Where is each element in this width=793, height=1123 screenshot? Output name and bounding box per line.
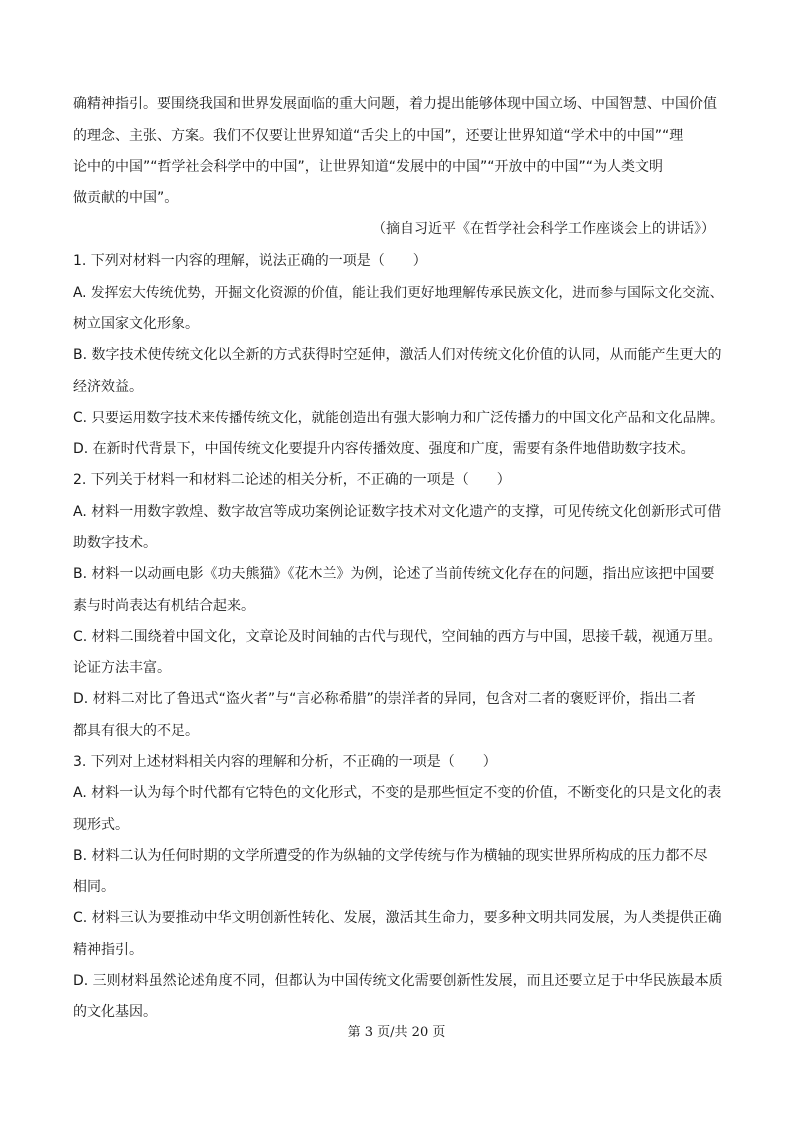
option-line: 现形式。: [73, 817, 129, 833]
question-stem: 1. 下列对材料一内容的理解，说法正确的一项是（ ）: [73, 253, 427, 269]
page-number: 第 3 页/共 20 页: [347, 1025, 446, 1040]
option-line: D. 在新时代背景下，中国传统文化要提升内容传播效度、强度和广度，需要有条件地借助数字技术。: [73, 441, 695, 457]
option-line: C. 材料三认为要推动中华文明创新性转化、发展，激活其生命力，要多种文明共同发展，为人类提供正确: [73, 910, 722, 926]
option-line: 经济效益。: [73, 379, 143, 395]
question-stem: 3. 下列对上述材料相关内容的理解和分析，不正确的一项是（ ）: [73, 754, 497, 770]
option-line: C. 材料二围绕着中国文化，文章论及时间轴的古代与现代，空间轴的西方与中国，思接千载，视通万里。: [73, 629, 722, 645]
option-line: B. 材料二认为任何时期的文学所遭受的作为纵轴的文学传统与作为横轴的现实世界所构成的压力都不尽: [73, 848, 708, 864]
option-line: B. 数字技术使传统文化以全新的方式获得时空延伸，激活人们对传统文化价值的认同，从而能产生更大的: [73, 347, 722, 363]
option-line: C. 只要运用数字技术来传播传统文化，就能创造出有强大影响力和广泛传播力的中国文化产品和文化品牌。: [73, 410, 724, 426]
option-line: D. 三则材料虽然论述角度不同，但都认为中国传统文化需要创新性发展，而且还要立足于中华民族最本质: [73, 973, 723, 989]
option-line: 精神指引。: [73, 942, 143, 958]
passage-line: 论中的中国”“哲学社会科学中的中国”，让世界知道“发展中的中国”“开放中的中国”“为人类文明: [73, 159, 664, 175]
option-line: 树立国家文化形象。: [73, 316, 199, 332]
option-line: 论证方法丰富。: [73, 660, 171, 676]
option-line: 助数字技术。: [73, 535, 157, 551]
passage-source: （摘自习近平《在哲学社会科学工作座谈会上的讲话》）: [372, 221, 715, 237]
option-line: D. 材料二对比了鲁迅式“盗火者”与“言必称希腊”的崇洋者的异同，包含对二者的褒贬评价，指出二者: [73, 691, 696, 707]
option-line: A. 材料一认为每个时代都有它特色的文化形式，不变的是那些恒定不变的价值，不断变化的只是文化的表: [73, 785, 722, 801]
option-line: B. 材料一以动画电影《功夫熊猫》《花木兰》为例，论述了当前传统文化存在的问题，指出应该把中国要: [73, 566, 715, 582]
option-line: 都具有很大的不足。: [73, 723, 199, 739]
passage-line: 确精神指引。要围绕我国和世界发展面临的重大问题，着力提出能够体现中国立场、中国智慧、中国价值: [73, 96, 717, 112]
question-stem: 2. 下列关于材料一和材料二论述的相关分析，不正确的一项是（ ）: [73, 472, 511, 488]
option-line: 素与时尚表达有机结合起来。: [73, 598, 255, 614]
passage-line: 的理念、主张、方案。我们不仅要让世界知道“舌尖上的中国”，还要让世界知道“学术中的中国”“理: [73, 128, 684, 144]
option-line: A. 材料一用数字敦煌、数字故宫等成功案例论证数字技术对文化遗产的支撑，可见传统文化创新形式可借: [73, 504, 722, 520]
option-line: A. 发挥宏大传统优势，开掘文化资源的价值，能让我们更好地理解传承民族文化，进而参与国际文化交流、: [73, 285, 724, 301]
passage-line: 做贡献的中国”。: [73, 190, 179, 206]
option-line: 的文化基因。: [73, 1004, 157, 1020]
option-line: 相同。: [73, 879, 115, 895]
